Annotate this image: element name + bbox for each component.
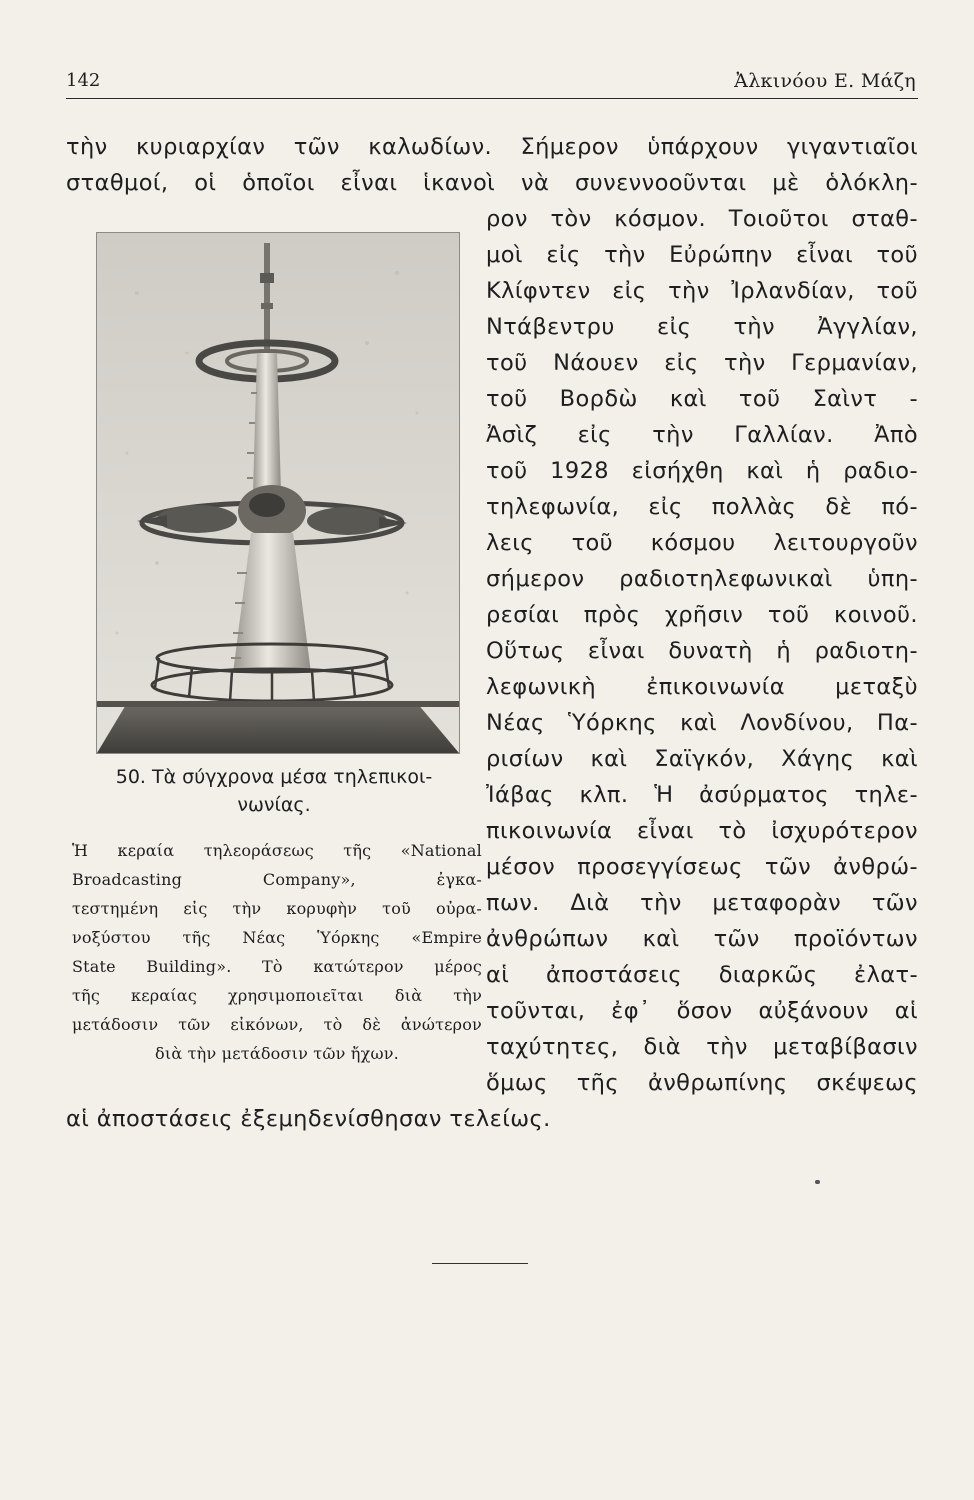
body-line: τοῦ Νάουεν εἰς τὴν Γερμανίαν, [486, 350, 918, 376]
body-line: Νέας Ὑόρκης καὶ Λονδίνου, Πα- [486, 710, 918, 736]
body-line: Ἰάβας κλπ. Ἡ ἀσύρματος τηλε- [486, 782, 918, 808]
page-header [66, 70, 918, 99]
figure-description-line: τεστημένη εἰς τὴν κορυφὴν τοῦ οὐρα- [72, 899, 482, 918]
page-number: 142 [66, 70, 101, 91]
body-line: ὅμως τῆς ἀνθρωπίνης σκέψεως [486, 1070, 918, 1096]
antenna-photograph [96, 232, 460, 754]
figure-description-line: μετάδοσιν τῶν εἰκόνων, τὸ δὲ ἀνώτερον [72, 1015, 482, 1034]
body-line: ἀνθρώπων καὶ τῶν προϊόντων [486, 926, 918, 952]
body-line: λεφωνικὴ ἐπικοινωνία μεταξὺ [486, 674, 918, 700]
body-line: τοῦ Βορδὼ καὶ τοῦ Σαὶντ - [486, 386, 918, 412]
body-line: Ντάβεντρυ εἰς τὴν Ἀγγλίαν, [486, 314, 918, 340]
figure-description-line: τῆς κεραίας χρησιμοποιεῖται διὰ τὴν [72, 986, 482, 1005]
body-line: πων. Διὰ τὴν μεταφορὰν τῶν [486, 890, 918, 916]
figure-caption-line: 50. Τὰ σύγχρονα μέσα τηλεπικοι- [115, 766, 433, 788]
body-line: τοῦνται, ἐφ᾽ ὅσον αὐξάνουν αἱ [486, 998, 918, 1024]
body-line: Κλίφντεν εἰς τὴν Ἰρλανδίαν, τοῦ [486, 278, 918, 304]
body-line: ρισίων καὶ Σαϊγκόν, Χάγης καὶ [486, 746, 918, 772]
body-line: ρεσίαι πρὸς χρῆσιν τοῦ κοινοῦ. [486, 602, 918, 628]
figure-description-line: νοξύστου τῆς Νέας Ὑόρκης «Empire [72, 928, 482, 947]
body-line: ταχύτητες, διὰ τὴν μεταβίβασιν [486, 1034, 918, 1060]
figure-caption-line: νωνίας. [237, 794, 311, 816]
figure-description-line: Ἡ κεραία τηλεοράσεως τῆς «National [72, 841, 482, 860]
figure-description-line: State Building». Τὸ κατώτερον μέρος [72, 957, 482, 976]
body-line: Ἀσὶζ εἰς τὴν Γαλλίαν. Ἀπὸ [486, 422, 918, 448]
body-line: τὴν κυριαρχίαν τῶν καλωδίων. Σήμερον ὑπάρχουν γιγαντιαῖοι [66, 134, 918, 160]
body-line: τηλεφωνία, εἰς πολλὰς δὲ πό- [486, 494, 918, 520]
running-head: Ἀλκινόου Ε. Μάζη [734, 70, 916, 92]
figure-description-line: Broadcasting Company», ἐγκα- [72, 870, 482, 889]
body-line: αἱ ἀποστάσεις ἐξεμηδενίσθησαν τελείως. [66, 1106, 551, 1132]
body-line: λεις τοῦ κόσμου λειτουργοῦν [486, 530, 918, 556]
body-line: σήμερον ραδιοτηλεφωνικαὶ ὑπη- [486, 566, 918, 592]
body-line: μοὶ εἰς τὴν Εὐρώπην εἶναι τοῦ [486, 242, 918, 268]
body-line: σταθμοί, οἱ ὁποῖοι εἶναι ἱκανοὶ νὰ συνεννοοῦνται μὲ ὁλόκλη- [66, 170, 918, 196]
body-line: Οὕτως εἶναι δυνατὴ ἡ ραδιοτη- [486, 638, 918, 664]
body-line: ρον τὸν κόσμον. Τοιοῦτοι σταθ- [486, 206, 918, 232]
body-line: αἱ ἀποστάσεις διαρκῶς ἐλατ- [486, 962, 918, 988]
ink-speck [815, 1180, 820, 1184]
figure-description-line: διὰ τὴν μετάδοσιν τῶν ἤχων. [155, 1044, 399, 1063]
body-line: τοῦ 1928 εἰσήχθη καὶ ἡ ραδιο- [486, 458, 918, 484]
body-line: μέσον προσεγγίσεως τῶν ἀνθρώ- [486, 854, 918, 880]
section-end-rule [432, 1263, 528, 1264]
body-line: πικοινωνία εἶναι τὸ ἰσχυρότερον [486, 818, 918, 844]
antenna-illustration [97, 233, 459, 753]
